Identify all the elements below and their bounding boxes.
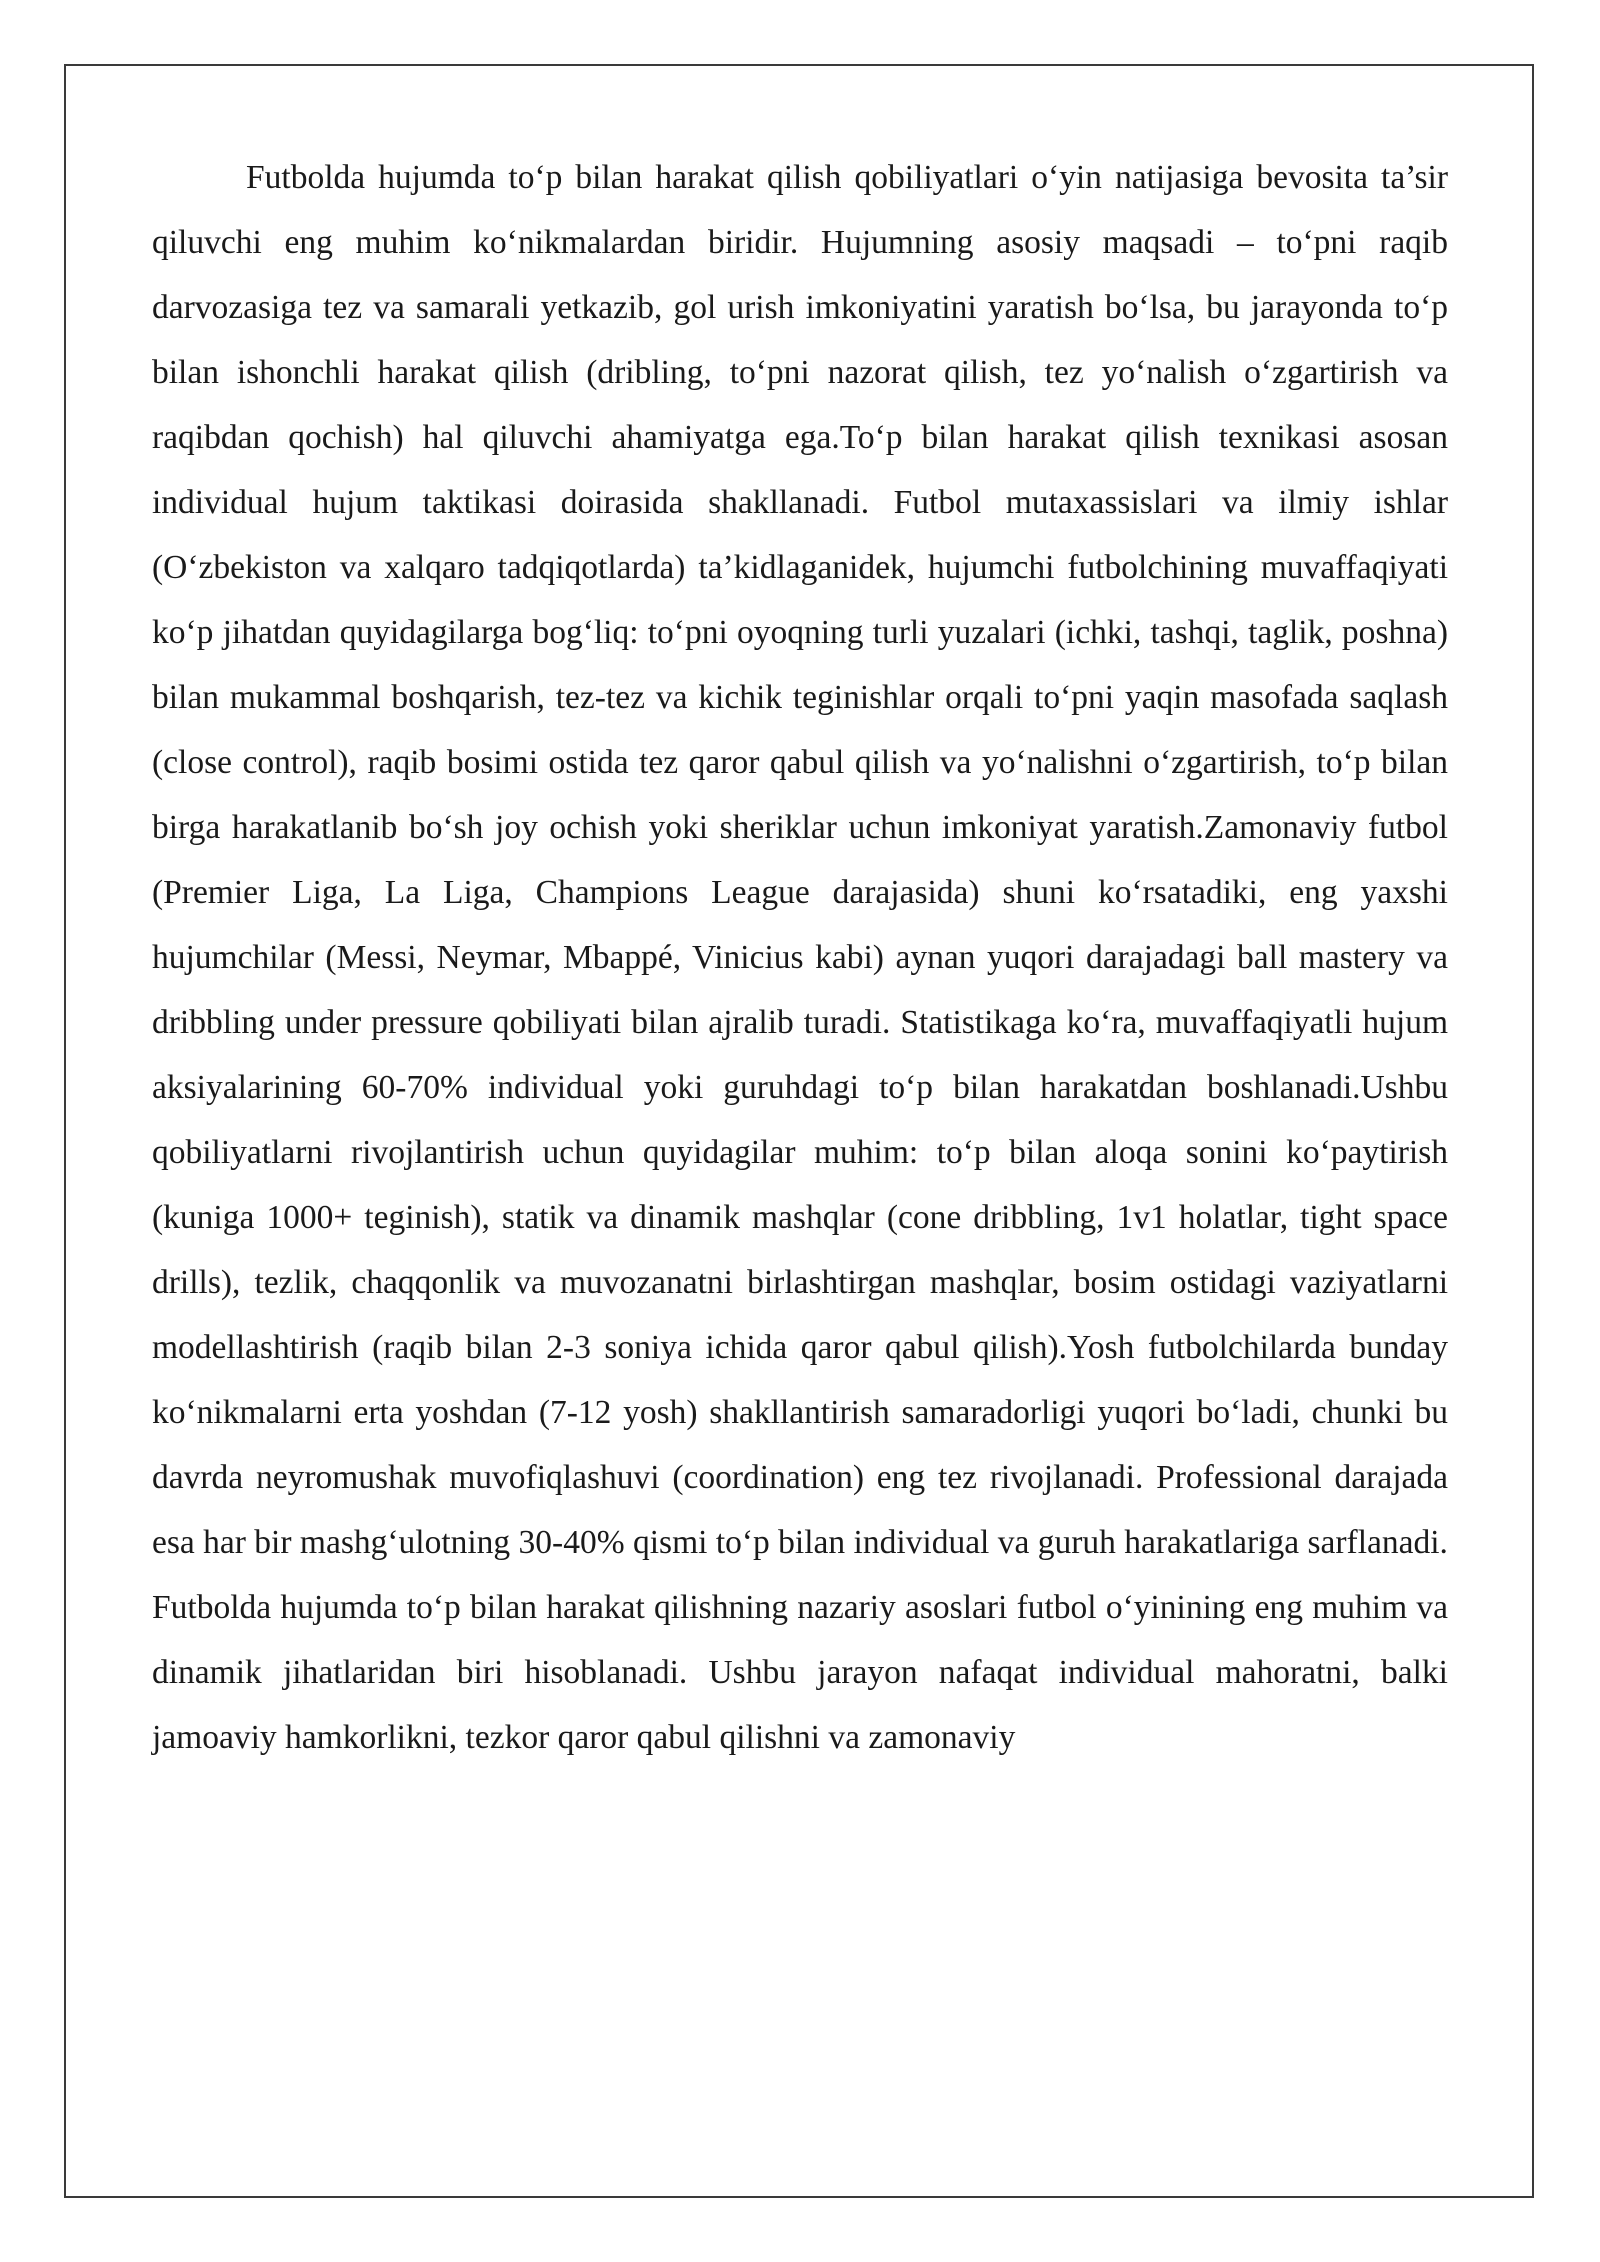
paragraph-2: Futbolda hujumda to‘p bilan harakat qilishning nazariy asoslari futbol o‘yinining eng muhim va dinamik jihatlaridan biri hisoblanadi. Ushbu jarayon nafaqat individual mahoratni, balki jamoaviy hamkorlikni, tezkor qaror qabul qilishni va zamonaviy xyxy=(152,1589,1448,1756)
document-body xyxy=(152,145,1448,1770)
paragraph-1: Futbolda hujumda to‘p bilan harakat qilish qobiliyatlari o‘yin natijasiga bevosita ta’sir qiluvchi eng muhim ko‘nikmalardan biridir. Hujumning asosiy maqsadi – to‘pni raqib darvozasiga tez va samarali yetkazib, gol urish imkoniyatini yaratish bo‘lsa, bu jarayonda to‘p bilan ishonchli harakat qilish (dribling, to‘pni nazorat qilish, tez yo‘nalish o‘zgartirish va raqibdan qochish) hal qiluvchi ahamiyatga ega.To‘p bilan harakat qilish texnikasi asosan individual hujum taktikasi doirasida shakllanadi. Futbol mutaxassislari va ilmiy ishlar (O‘zbekiston va xalqaro tadqiqotlarda) ta’kidlaganidek, hujumchi futbolchining muvaffaqiyati ko‘p jihatdan quyidagilarga bog‘liq: to‘pni oyoqning turli yuzalari (ichki, tashqi, taglik, poshna) bilan mukammal boshqarish, tez-tez va kichik teginishlar orqali to‘pni yaqin masofada saqlash (close control), raqib bosimi ostida tez qaror qabul qilish va yo‘nalishni o‘zgartirish, to‘p bilan birga harakatlanib bo‘sh joy ochish yoki sheriklar uchun imkoniyat yaratish.Zamonaviy futbol (Premier Liga, La Liga, Champions League darajasida) shuni ko‘rsatadiki, eng yaxshi hujumchilar (Messi, Neymar, Mbappé, Vinicius kabi) aynan yuqori darajadagi ball mastery va dribbling under pressure qobiliyati bilan ajralib turadi. Statistikaga ko‘ra, muvaffaqiyatli hujum aksiyalarining 60-70% individual yoki guruhdagi to‘p bilan harakatdan boshlanadi.Ushbu qobiliyatlarni rivojlantirish uchun quyidagilar muhim: to‘p bilan aloqa sonini ko‘paytirish (kuniga 1000+ teginish), statik va dinamik mashqlar (cone dribbling, 1v1 holatlar, tight space drills), tezlik, chaqqonlik va muvozanatni birlashtirgan mashqlar, bosim ostidagi vaziyatlarni modellashtirish (raqib bilan 2-3 soniya ichida qaror qabul qilish).Yosh futbolchilarda bunday ko‘nikmalarni erta yoshdan (7-12 yosh) shakllantirish samaradorligi yuqori bo‘ladi, chunki bu davrda neyromushak muvofiqlashuvi (coordination) eng tez rivojlanadi. Professional darajada esa har bir mashg‘ulotning 30-40% qismi to‘p bilan individual va guruh harakatlariga sarflanadi. xyxy=(152,159,1448,1561)
